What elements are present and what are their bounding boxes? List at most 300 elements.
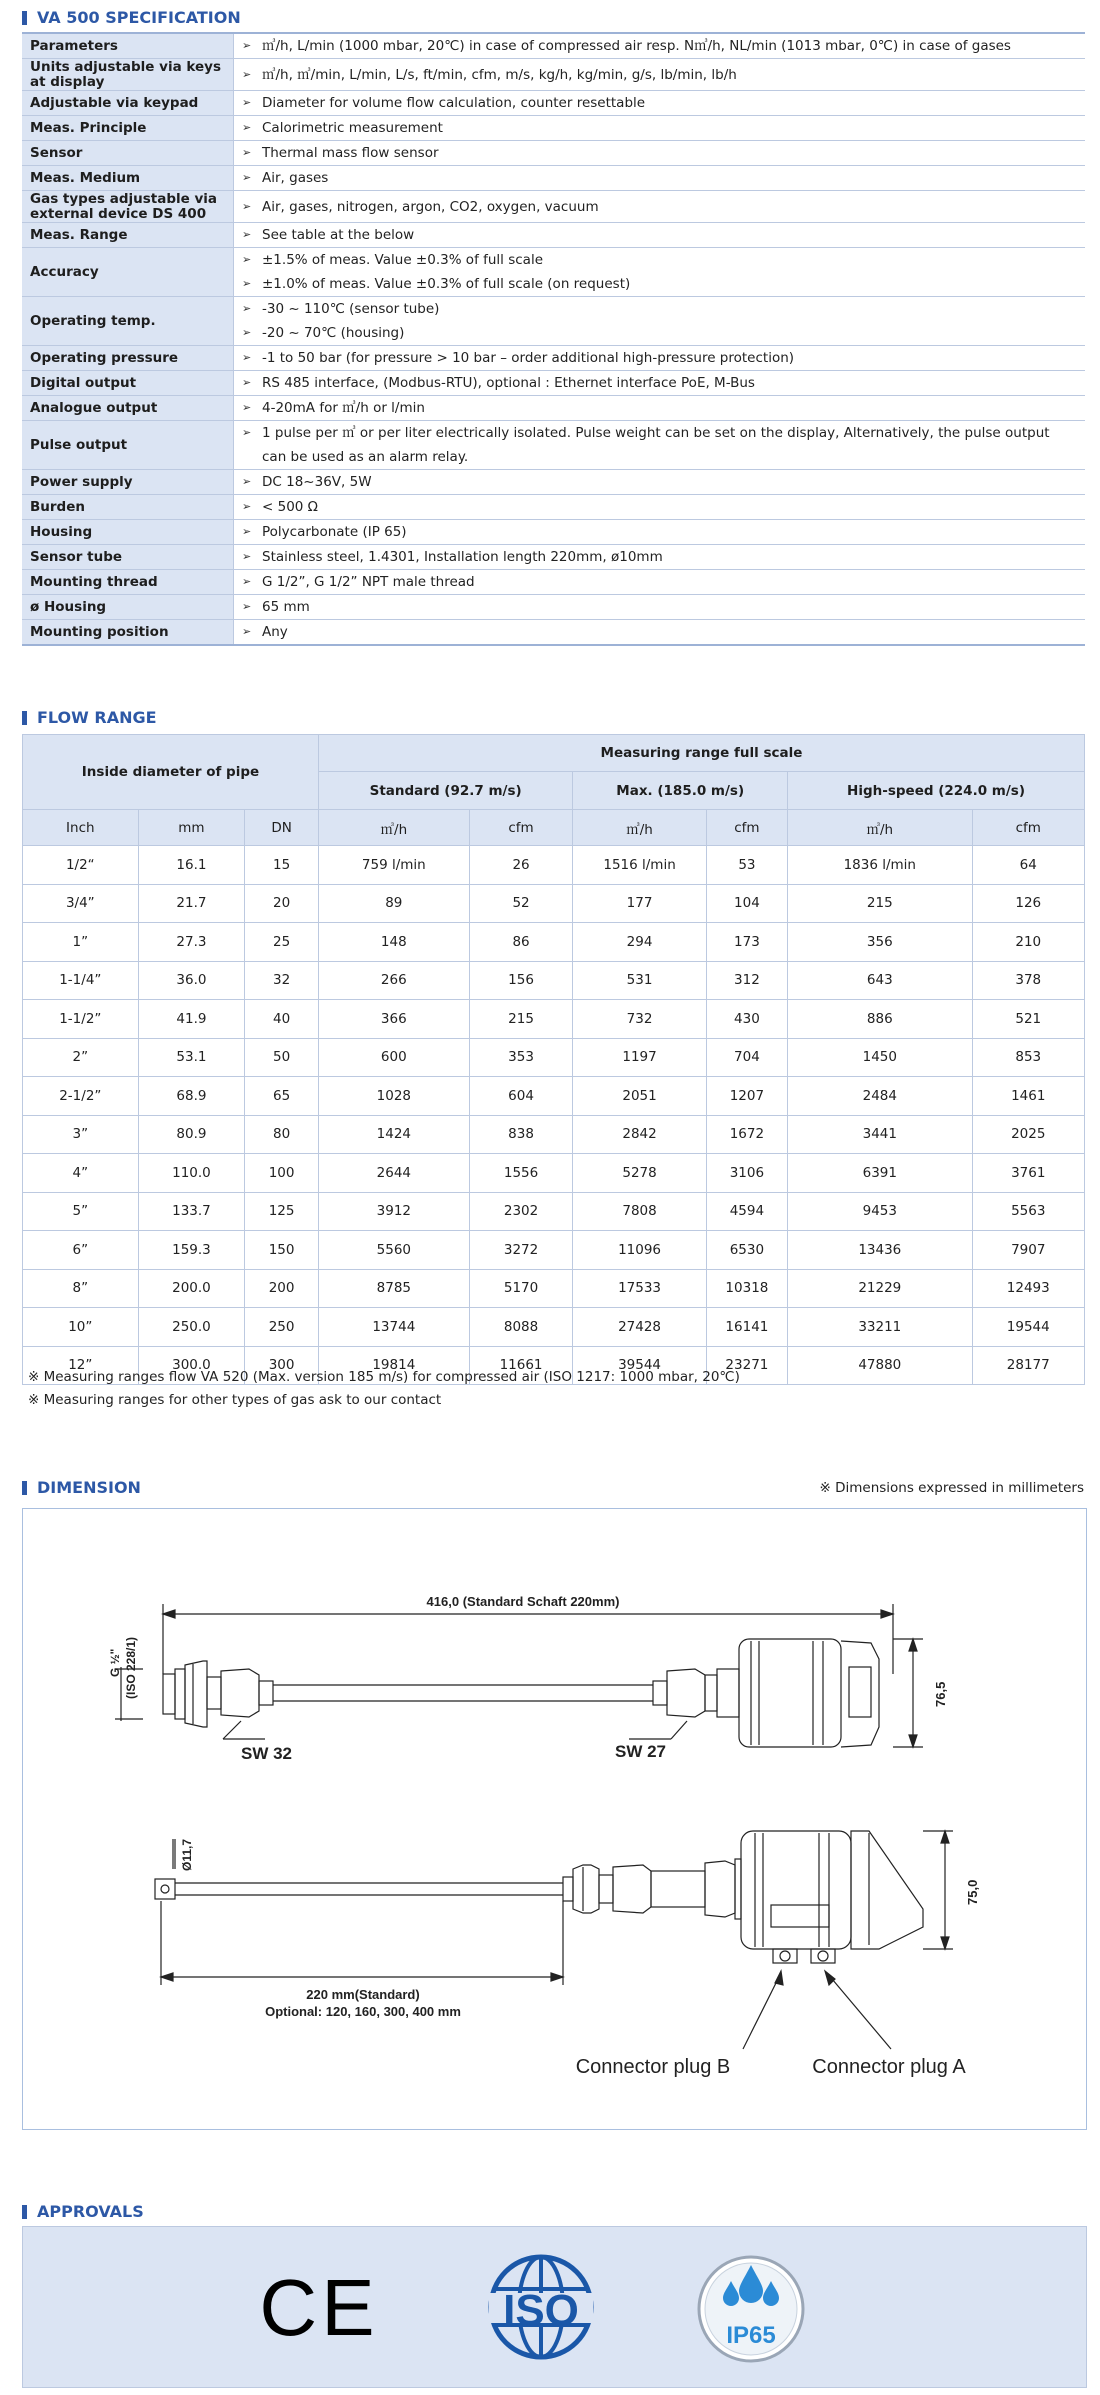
table-cell: 1-1/2” — [23, 1000, 139, 1039]
height-765-label: 76,5 — [933, 1681, 948, 1707]
approval-logos — [23, 2227, 1086, 2387]
table-cell: 7808 — [573, 1192, 706, 1231]
spec-table — [22, 32, 1085, 646]
spec-key: Meas. Principle — [22, 116, 234, 141]
length-standard-label: 220 mm(Standard) — [306, 1987, 420, 2002]
spec-key: Pulse output — [22, 421, 234, 470]
table-cell: 312 — [706, 961, 787, 1000]
spec-value — [234, 33, 1086, 59]
arrow-bullet-icon: ➢ — [242, 351, 252, 364]
table-cell: 210 — [972, 923, 1084, 962]
spec-row — [22, 297, 1085, 346]
spec-row — [22, 371, 1085, 396]
table-cell: 68.9 — [138, 1077, 245, 1116]
spec-value — [234, 91, 1086, 116]
arrow-bullet-icon: ➢ — [242, 326, 252, 339]
spec-value-text: -1 to 50 bar (for pressure > 10 bar – order additional high-pressure protection) — [262, 350, 795, 366]
table-cell: 6530 — [706, 1231, 787, 1270]
spec-value-item — [242, 371, 1077, 395]
spec-value-text: 4-20mA for ㎥/h or l/min — [262, 400, 425, 416]
spec-value-text: 1 pulse per ㎥ or per liter electrically isolated. Pulse weight can be set on the display, Alternatively, the pulse output can be used as an alarm relay. — [262, 425, 1050, 465]
table-cell: 156 — [469, 961, 573, 1000]
length-optional-label: Optional: 120, 160, 300, 400 mm — [265, 2004, 461, 2019]
table-cell: 53 — [706, 846, 787, 885]
table-cell: 1-1/4” — [23, 961, 139, 1000]
approvals-box — [22, 2226, 1087, 2388]
spec-value-item — [242, 141, 1077, 165]
arrow-bullet-icon: ➢ — [242, 376, 252, 389]
spec-row — [22, 116, 1085, 141]
spec-value — [234, 570, 1086, 595]
arrow-bullet-icon: ➢ — [242, 253, 252, 266]
table-cell: 886 — [788, 1000, 972, 1039]
spec-value-item — [242, 116, 1077, 140]
arrow-bullet-icon: ➢ — [242, 199, 252, 213]
table-cell: 27.3 — [138, 923, 245, 962]
table-cell: 150 — [245, 1231, 319, 1270]
table-row — [23, 884, 1085, 923]
table-cell: 704 — [706, 1038, 787, 1077]
spec-value — [234, 421, 1086, 470]
spec-key: Mounting thread — [22, 570, 234, 595]
spec-key: Units adjustable via keys at display — [22, 59, 234, 91]
table-cell: 2025 — [972, 1115, 1084, 1154]
spec-value — [234, 346, 1086, 371]
table-cell: 173 — [706, 923, 787, 962]
dimension-drawing-box — [22, 1508, 1087, 2130]
connector-plug-b-label: Connector plug B — [575, 2056, 731, 2078]
table-cell: 100 — [245, 1154, 319, 1193]
connector-plug-a-label: Connector plug A — [812, 2056, 966, 2078]
spec-key: Sensor tube — [22, 545, 234, 570]
table-cell: 300.0 — [138, 1346, 245, 1385]
table-cell: 1197 — [573, 1038, 706, 1077]
table-cell: 5” — [23, 1192, 139, 1231]
spec-value — [234, 116, 1086, 141]
table-cell: 3272 — [469, 1231, 573, 1270]
spec-value-item — [242, 396, 1077, 420]
spec-value-item — [242, 195, 1077, 219]
housing-top — [739, 1639, 841, 1747]
spec-value-text: Any — [262, 624, 288, 640]
column-header: cfm — [469, 810, 573, 846]
approvals-title: APPROVALS — [37, 2202, 144, 2221]
table-row — [23, 1077, 1085, 1116]
spec-key: Power supply — [22, 470, 234, 495]
table-cell: 1028 — [318, 1077, 469, 1116]
spec-key: Mounting position — [22, 620, 234, 646]
spec-row — [22, 33, 1085, 59]
table-cell: 148 — [318, 923, 469, 962]
sw32-label: SW 32 — [241, 1744, 293, 1763]
table-cell: 5278 — [573, 1154, 706, 1193]
spec-value-item — [242, 91, 1077, 115]
table-cell: 104 — [706, 884, 787, 923]
table-cell: 13744 — [318, 1308, 469, 1347]
spec-value — [234, 141, 1086, 166]
table-cell: 10” — [23, 1308, 139, 1347]
table-cell: 36.0 — [138, 961, 245, 1000]
spec-value-text: RS 485 interface, (Modbus-RTU), optional : Ethernet interface PoE, M-Bus — [262, 375, 755, 391]
table-cell: 2” — [23, 1038, 139, 1077]
table-cell: 80 — [245, 1115, 319, 1154]
arrow-bullet-icon: ➢ — [242, 600, 252, 613]
spec-row — [22, 495, 1085, 520]
table-cell: 1” — [23, 923, 139, 962]
spec-value-text: Stainless steel, 1.4301, Installation length 220mm, ø10mm — [262, 549, 663, 565]
table-cell: 5560 — [318, 1231, 469, 1270]
arrow-bullet-icon: ➢ — [242, 625, 252, 638]
spec-key: Analogue output — [22, 396, 234, 421]
length-total-label: 416,0 (Standard Schaft 220mm) — [426, 1594, 620, 1609]
table-cell: 1836 l/min — [788, 846, 972, 885]
spec-value-text: -20 ~ 70℃ (housing) — [262, 325, 405, 341]
spec-value-item — [242, 297, 1077, 321]
arrow-bullet-icon: ➢ — [242, 39, 252, 52]
spec-value — [234, 620, 1086, 646]
spec-row — [22, 421, 1085, 470]
table-cell: 33211 — [788, 1308, 972, 1347]
spec-title: VA 500 SPECIFICATION — [37, 8, 241, 27]
table-cell: 5170 — [469, 1269, 573, 1308]
table-cell: 853 — [972, 1038, 1084, 1077]
dimension-drawing — [23, 1509, 1086, 2129]
spec-key: Operating temp. — [22, 297, 234, 346]
arrow-bullet-icon: ➢ — [242, 401, 252, 414]
table-cell: 6” — [23, 1231, 139, 1270]
spec-key: Meas. Range — [22, 223, 234, 248]
table-cell: 13436 — [788, 1231, 972, 1270]
table-row — [23, 1115, 1085, 1154]
spec-row — [22, 570, 1085, 595]
spec-value — [234, 191, 1086, 223]
spec-value — [234, 520, 1086, 545]
spec-key: Meas. Medium — [22, 166, 234, 191]
table-cell: 47880 — [788, 1346, 972, 1385]
spec-row — [22, 59, 1085, 91]
table-cell: 250.0 — [138, 1308, 245, 1347]
table-cell: 2484 — [788, 1077, 972, 1116]
table-cell: 26 — [469, 846, 573, 885]
table-cell: 353 — [469, 1038, 573, 1077]
table-cell: 32 — [245, 961, 319, 1000]
spec-value — [234, 223, 1086, 248]
spec-row — [22, 620, 1085, 646]
table-row — [23, 1269, 1085, 1308]
spec-row — [22, 595, 1085, 620]
table-cell: 378 — [972, 961, 1084, 1000]
spec-value — [234, 470, 1086, 495]
ce-mark-text: CE — [259, 2263, 379, 2352]
spec-value-text: -30 ~ 110℃ (sensor tube) — [262, 301, 440, 317]
iso-logo-icon — [489, 2257, 593, 2357]
header-measuring-range: Measuring range full scale — [318, 735, 1084, 772]
table-cell: 1556 — [469, 1154, 573, 1193]
table-cell: 40 — [245, 1000, 319, 1039]
spec-value — [234, 59, 1086, 91]
table-cell: 177 — [573, 884, 706, 923]
spec-value — [234, 595, 1086, 620]
flow-note: ※ Measuring ranges for other types of gas ask to our contact — [28, 1392, 442, 1408]
spec-key: Accuracy — [22, 248, 234, 297]
table-cell: 8” — [23, 1269, 139, 1308]
table-cell: 2-1/2” — [23, 1077, 139, 1116]
table-cell: 2842 — [573, 1115, 706, 1154]
table-cell: 1516 l/min — [573, 846, 706, 885]
table-cell: 53.1 — [138, 1038, 245, 1077]
arrow-bullet-icon: ➢ — [242, 475, 252, 488]
section-marker — [22, 11, 27, 25]
table-cell: 19814 — [318, 1346, 469, 1385]
arrow-bullet-icon: ➢ — [242, 575, 252, 588]
table-cell: 28177 — [972, 1346, 1084, 1385]
dimension-note: ※ Dimensions expressed in millimeters — [819, 1480, 1084, 1496]
column-header: cfm — [972, 810, 1084, 846]
table-row — [23, 923, 1085, 962]
sw27-label: SW 27 — [615, 1742, 667, 1761]
housing-side — [741, 1831, 851, 1949]
table-cell: 16141 — [706, 1308, 787, 1347]
table-cell: 3/4” — [23, 884, 139, 923]
table-cell: 12493 — [972, 1269, 1084, 1308]
table-cell: 266 — [318, 961, 469, 1000]
ip65-badge-icon — [699, 2257, 803, 2361]
arrow-bullet-icon: ➢ — [242, 96, 252, 109]
table-cell: 23271 — [706, 1346, 787, 1385]
table-cell: 8088 — [469, 1308, 573, 1347]
thread-label: G ½" — [108, 1648, 122, 1677]
table-cell: 12” — [23, 1346, 139, 1385]
table-cell: 200 — [245, 1269, 319, 1308]
table-cell: 3912 — [318, 1192, 469, 1231]
table-row — [23, 961, 1085, 1000]
spec-value — [234, 297, 1086, 346]
spec-value-text: DC 18~36V, 5W — [262, 474, 372, 490]
spec-key: Housing — [22, 520, 234, 545]
arrow-bullet-icon: ➢ — [242, 426, 252, 439]
table-cell: 430 — [706, 1000, 787, 1039]
table-cell: 604 — [469, 1077, 573, 1116]
table-row — [23, 1192, 1085, 1231]
table-cell: 3441 — [788, 1115, 972, 1154]
sw32-nut — [221, 1669, 259, 1717]
table-cell: 159.3 — [138, 1231, 245, 1270]
ip65-text: IP65 — [726, 2322, 776, 2349]
iso-text: ISO — [503, 2286, 579, 2335]
spec-value — [234, 371, 1086, 396]
spec-value-text: ㎥/h, ㎥/min, L/min, L/s, ft/min, cfm, m/s, kg/h, kg/min, g/s, lb/min, lb/h — [262, 66, 737, 83]
flow-section-title — [22, 708, 157, 727]
ce-mark-icon — [259, 2263, 378, 2352]
table-cell: 1672 — [706, 1115, 787, 1154]
table-cell: 531 — [573, 961, 706, 1000]
spec-value-item — [242, 470, 1077, 494]
table-cell: 759 l/min — [318, 846, 469, 885]
spec-value-text: 65 mm — [262, 599, 310, 615]
spec-value-item — [242, 166, 1077, 190]
spec-value-text: Calorimetric measurement — [262, 120, 443, 136]
spec-value-item — [242, 620, 1077, 644]
thread-standard-label: (ISO 228/1) — [124, 1636, 138, 1699]
table-row — [23, 1231, 1085, 1270]
table-cell: 20 — [245, 884, 319, 923]
column-header: ㎥/h — [788, 810, 972, 846]
table-cell: 17533 — [573, 1269, 706, 1308]
sw27-nut — [667, 1669, 705, 1717]
spec-value-text: Diameter for volume flow calculation, counter resettable — [262, 95, 646, 111]
section-marker — [22, 1481, 27, 1495]
spec-value-text: ±1.0% of meas. Value ±0.3% of full scale (on request) — [262, 276, 631, 292]
column-header: cfm — [706, 810, 787, 846]
spec-value-item — [242, 495, 1077, 519]
table-cell: 643 — [788, 961, 972, 1000]
table-cell: 5563 — [972, 1192, 1084, 1231]
table-cell: 110.0 — [138, 1154, 245, 1193]
column-header: ㎥/h — [573, 810, 706, 846]
arrow-bullet-icon: ➢ — [242, 550, 252, 563]
table-row — [23, 1308, 1085, 1347]
spec-value-text: < 500 Ω — [262, 499, 318, 515]
arrow-bullet-icon: ➢ — [242, 171, 252, 184]
spec-value-item — [242, 63, 1077, 87]
table-cell: 215 — [788, 884, 972, 923]
arrow-bullet-icon: ➢ — [242, 228, 252, 241]
table-cell: 3761 — [972, 1154, 1084, 1193]
header-standard: Standard (92.7 m/s) — [318, 772, 572, 810]
spec-value-item — [242, 321, 1077, 345]
approvals-section-title — [22, 2202, 144, 2221]
spec-value — [234, 248, 1086, 297]
table-cell: 1461 — [972, 1077, 1084, 1116]
arrow-bullet-icon: ➢ — [242, 277, 252, 290]
spec-value-item — [242, 545, 1077, 569]
table-cell: 3” — [23, 1115, 139, 1154]
table-cell: 126 — [972, 884, 1084, 923]
flow-range-table — [22, 734, 1085, 1385]
spec-value — [234, 545, 1086, 570]
arrow-bullet-icon: ➢ — [242, 146, 252, 159]
spec-key: Burden — [22, 495, 234, 520]
spec-row — [22, 91, 1085, 116]
table-row — [23, 1154, 1085, 1193]
spec-value-text: Thermal mass flow sensor — [262, 145, 439, 161]
arrow-bullet-icon: ➢ — [242, 302, 252, 315]
spec-value-text: ㎥/h, L/min (1000 mbar, 20℃) in case of compressed air resp. N㎥/h, NL/min (1013 mbar, 0℃) in case of gases — [262, 38, 1011, 54]
table-cell: 2644 — [318, 1154, 469, 1193]
column-header: Inch — [23, 810, 139, 846]
table-cell: 21229 — [788, 1269, 972, 1308]
section-marker — [22, 2205, 27, 2219]
table-cell: 356 — [788, 923, 972, 962]
table-row — [23, 1000, 1085, 1039]
table-cell: 732 — [573, 1000, 706, 1039]
spec-value-text: Air, gases — [262, 170, 329, 186]
spec-value-text: ±1.5% of meas. Value ±0.3% of full scale — [262, 252, 544, 268]
table-cell: 300 — [245, 1346, 319, 1385]
spec-row — [22, 191, 1085, 223]
thread-fitting — [163, 1674, 175, 1714]
table-cell: 2051 — [573, 1077, 706, 1116]
spec-value-item — [242, 248, 1077, 272]
arrow-bullet-icon: ➢ — [242, 121, 252, 134]
table-cell: 80.9 — [138, 1115, 245, 1154]
arrow-bullet-icon: ➢ — [242, 67, 252, 81]
table-cell: 8785 — [318, 1269, 469, 1308]
table-cell: 65 — [245, 1077, 319, 1116]
spec-value — [234, 396, 1086, 421]
arrow-bullet-icon: ➢ — [242, 500, 252, 513]
spec-key: ø Housing — [22, 595, 234, 620]
spec-key: Operating pressure — [22, 346, 234, 371]
spec-value — [234, 166, 1086, 191]
table-cell: 86 — [469, 923, 573, 962]
spec-row — [22, 223, 1085, 248]
table-cell: 294 — [573, 923, 706, 962]
table-cell: 4” — [23, 1154, 139, 1193]
table-cell: 64 — [972, 846, 1084, 885]
table-cell: 4594 — [706, 1192, 787, 1231]
table-row — [23, 1038, 1085, 1077]
flow-notes — [28, 1366, 740, 1412]
spec-row — [22, 470, 1085, 495]
flow-note: ※ Measuring ranges flow VA 520 (Max. version 185 m/s) for compressed air (ISO 1217: 1000 mbar, 20℃) — [28, 1369, 740, 1385]
spec-value-text: Air, gases, nitrogen, argon, CO2, oxygen, vacuum — [262, 198, 599, 215]
spec-section-title — [22, 8, 241, 27]
table-cell: 521 — [972, 1000, 1084, 1039]
header-max: Max. (185.0 m/s) — [573, 772, 788, 810]
dimension-section-title — [22, 1478, 141, 1497]
spec-row — [22, 346, 1085, 371]
table-cell: 27428 — [573, 1308, 706, 1347]
table-cell: 11661 — [469, 1346, 573, 1385]
spec-value-item — [242, 570, 1077, 594]
table-cell: 200.0 — [138, 1269, 245, 1308]
table-cell: 16.1 — [138, 846, 245, 885]
section-marker — [22, 711, 27, 725]
spec-value-item — [242, 272, 1077, 296]
arrow-bullet-icon: ➢ — [242, 525, 252, 538]
spec-row — [22, 166, 1085, 191]
spec-value-item — [242, 421, 1077, 469]
spec-value-item — [242, 595, 1077, 619]
spec-row — [22, 545, 1085, 570]
table-cell: 6391 — [788, 1154, 972, 1193]
table-cell: 2302 — [469, 1192, 573, 1231]
table-cell: 600 — [318, 1038, 469, 1077]
spec-value-item — [242, 346, 1077, 370]
table-cell: 41.9 — [138, 1000, 245, 1039]
table-cell: 3106 — [706, 1154, 787, 1193]
spec-key: Gas types adjustable via external device DS 400 — [22, 191, 234, 223]
spec-value-text: G 1/2”, G 1/2” NPT male thread — [262, 574, 475, 590]
table-cell: 89 — [318, 884, 469, 923]
table-cell: 1450 — [788, 1038, 972, 1077]
table-cell: 50 — [245, 1038, 319, 1077]
table-cell: 366 — [318, 1000, 469, 1039]
column-header: mm — [138, 810, 245, 846]
diameter-label: Ø11,7 — [180, 1838, 194, 1871]
table-cell: 125 — [245, 1192, 319, 1231]
table-cell: 15 — [245, 846, 319, 885]
spec-row — [22, 248, 1085, 297]
spec-row — [22, 141, 1085, 166]
table-cell: 7907 — [972, 1231, 1084, 1270]
table-cell: 1424 — [318, 1115, 469, 1154]
display-wedge — [851, 1831, 923, 1949]
spec-key: Parameters — [22, 33, 234, 59]
spec-value-text: See table at the below — [262, 227, 415, 243]
header-inside-diameter: Inside diameter of pipe — [23, 735, 319, 810]
